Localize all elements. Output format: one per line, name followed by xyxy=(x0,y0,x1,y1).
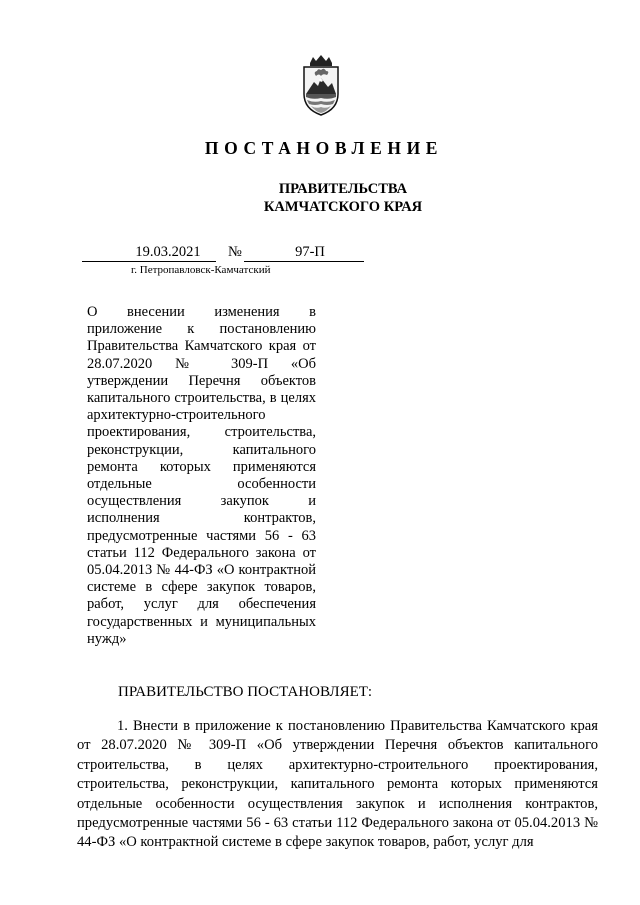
document-date: 19.03.2021 xyxy=(82,244,216,262)
issuer-line-1: ПРАВИТЕЛЬСТВА xyxy=(278,181,408,197)
document-number: 97-П xyxy=(244,244,364,262)
resolution-heading: ПРАВИТЕЛЬСТВО ПОСТАНОВЛЯЕТ: xyxy=(118,684,373,700)
number-sign: № xyxy=(228,244,242,260)
issue-city: г. Петропавловск-Камчатский xyxy=(131,264,271,276)
coat-of-arms-icon xyxy=(299,54,343,116)
issuer-line-2: КАМЧАТСКОГО КРАЯ xyxy=(263,199,423,215)
document-subject: О внесении изменения в приложение к постановлению Правительства Камчатского края от 28.07.2020 № 309-П «Об утверждении Перечня объектов капитального строительства, в целях архитектурно-строительного проектирования, строительства, реконструкции, капитального ремонта которых применяются отдельные особенности осуществления закупок и исполнения контрактов, предусмотренные частями 56 - 63 статьи 112 Федерального закона от 05.04.2013 № 44-ФЗ «О контрактной системе в сфере закупок товаров, работ, услуг для обеспечения государственных и муниципальных нужд» xyxy=(87,304,316,647)
paragraph-1: 1. Внести в приложение к постановлению Правительства Камчатского края от 28.07.2020 № 309-П «Об утверждении Перечня объектов капитального строительства, в целях архитектурно-строительного проектирования, строительства, реконструкции, капитального ремонта которых применяются отдельные особенности осуществления закупок и исполнения контрактов, предусмотренные частями 56 - 63 статьи 112 Федерального закона от 05.04.2013 № 44-ФЗ «О контрактной системе в сфере закупок товаров, работ, услуг для xyxy=(77,718,598,851)
document-type-title: ПОСТАНОВЛЕНИЕ xyxy=(204,138,444,158)
issuer-title xyxy=(0,180,640,216)
